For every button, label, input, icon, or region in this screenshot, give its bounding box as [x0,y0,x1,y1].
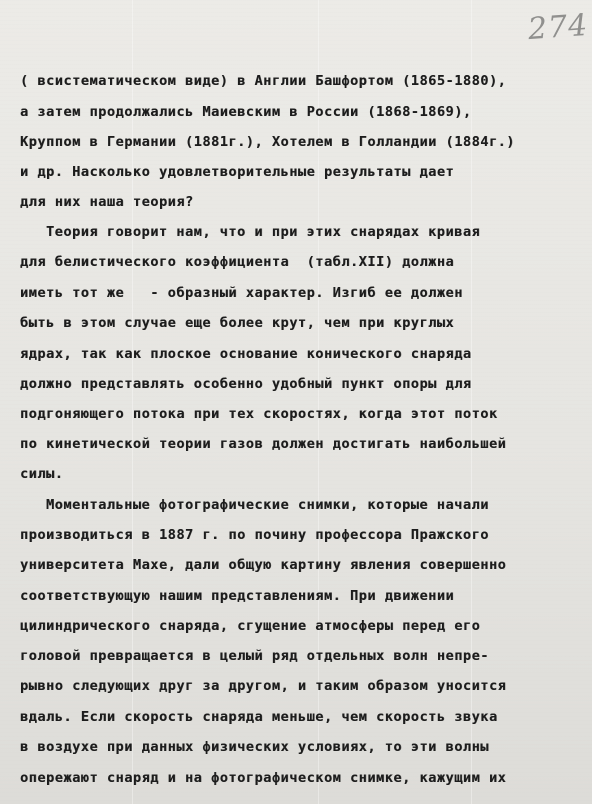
text-line: опережают снаряд и на фотографическом снимке, кажущим их [20,770,507,786]
text-line: вдаль. Если скорость снаряда меньше, чем скорость звука [20,709,498,725]
text-line: иметь тот же - образный характер. Изгиб ее должен [20,285,463,301]
text-line: производиться в 1887 г. по почину профессора Пражского [20,527,489,543]
text-line: Круппом в Германии (1881г.), Хотелем в Голландии (1884г.) [20,134,515,150]
text-line: головой превращается в целый ряд отдельных волн непре- [20,648,489,664]
text-line: рывно следующих друг за другом, и таким образом уносится [20,678,507,694]
text-line: Теория говорит нам, что и при этих снарядах кривая [46,224,481,240]
text-line: ( всистематическом виде) в Англии Башфортом (1865-1880), [20,73,507,89]
text-line: цилиндрического снаряда, сгущение атмосферы перед его [20,618,481,634]
text-line: ядрах, так как плоское основание конического снаряда [20,346,472,362]
text-line: должно представлять особенно удобный пункт опоры для [20,376,472,392]
text-line: для белистического коэффициента (табл.XII) должна [20,254,455,270]
text-line: по кинетической теории газов должен достигать наибольшей [20,436,507,452]
text-line: подгоняющего потока при тех скоростях, когда этот поток [20,406,498,422]
text-line: силы. [20,466,64,482]
text-line: а затем продолжались Маиевским в России (1868-1869), [20,104,472,120]
page-number: 274 [526,7,590,48]
text-line: соответствующую нашим представлениям. При движении [20,588,455,604]
text-line: и др. Насколько удовлетворительные результаты дает [20,164,455,180]
text-line: университета Махе, дали общую картину явления совершенно [20,557,507,573]
text-line: быть в этом случае еще более крут, чем при круглых [20,315,455,331]
text-line: Моментальные фотографические снимки, которые начали [46,497,489,513]
text-line: для них наша теория? [20,194,194,210]
text-line: в воздухе при данных физических условиях, то эти волны [20,739,489,755]
